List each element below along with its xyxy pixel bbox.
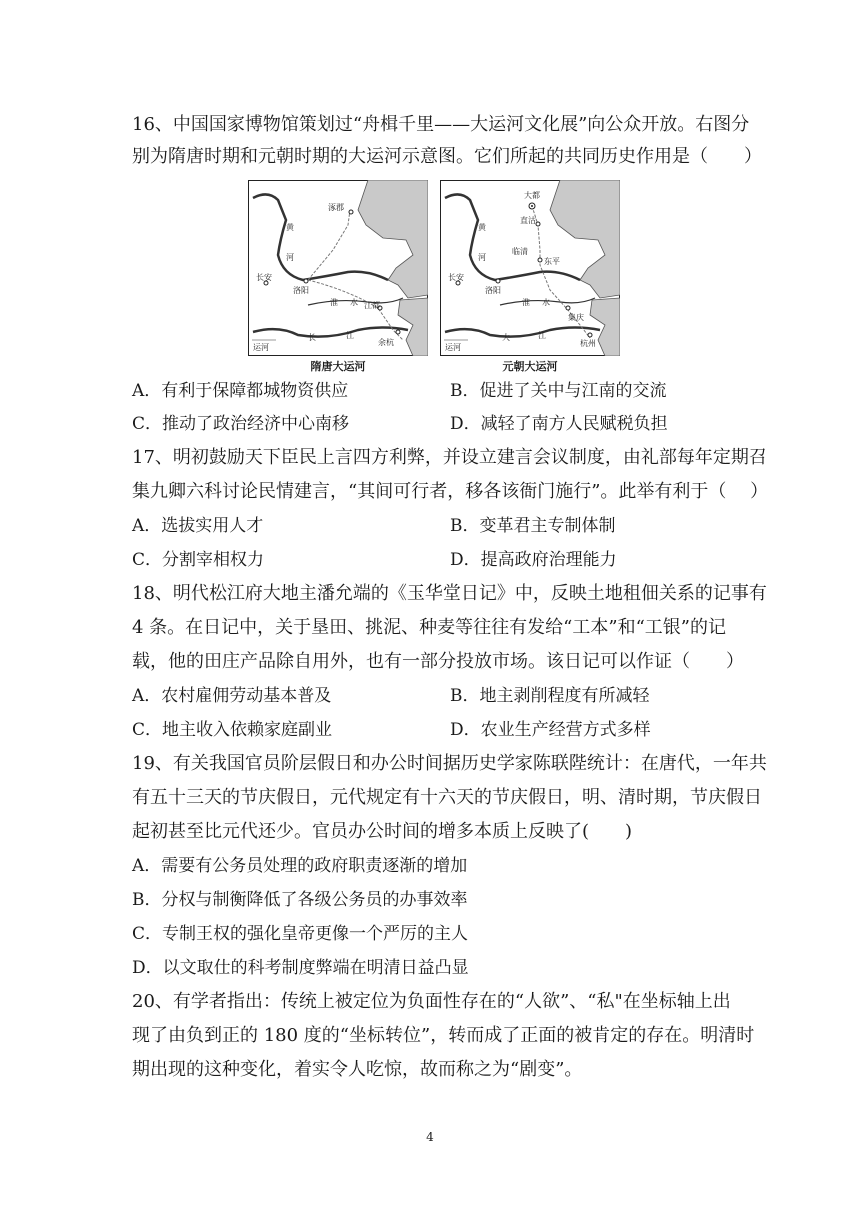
label-shui-r: 水 — [542, 298, 550, 307]
q16-line2: 别为隋唐时期和元朝时期的大运河示意图。它们所起的共同历史作用是（ ） — [132, 146, 762, 167]
label-huai: 淮 — [330, 298, 338, 307]
q16-option-b: B．促进了关中与江南的交流 — [450, 381, 667, 401]
q18-option-a: A．农村雇佣劳动基本普及 — [132, 686, 332, 706]
label-da: 大 — [502, 333, 510, 342]
label-luoyang-r: 洛阳 — [485, 286, 501, 295]
label-jiang: 江 — [346, 331, 354, 340]
q20-line1: 20、有学者指出：传统上被定位为负面性存在的“人欲”、“私"在坐标轴上出 — [132, 991, 731, 1012]
q19-line2: 有五十三天的节庆假日，元代规定有十六天的节庆假日，明、清时期，节庆假日 — [132, 787, 762, 808]
label-he-r: 河 — [478, 253, 486, 262]
q17-option-a: A．选拔实用人才 — [132, 516, 264, 536]
label-chang: 长 — [308, 333, 316, 342]
label-jiqing: 集庆 — [568, 313, 584, 322]
map-caption-yuan: 元朝大运河 — [502, 360, 558, 373]
q18-line1: 18、明代松江府大地主潘允端的《玉华堂日记》中，反映土地租佃关系的记事有 — [132, 583, 767, 604]
label-changan-r: 长安 — [448, 273, 464, 282]
q18-option-b: B．地主剥削程度有所减轻 — [450, 686, 650, 706]
label-changan: 长安 — [256, 273, 272, 282]
legend-canal: 运河 — [253, 343, 269, 352]
q19-option-d: D．以文取仕的科考制度弊端在明清日益凸显 — [132, 958, 469, 978]
q19-option-b: B．分权与制衡降低了各级公务员的办事效率 — [132, 890, 468, 910]
yuan-map-graphic — [440, 180, 620, 356]
label-hangzhou: 杭州 — [580, 339, 596, 348]
yuan-canal-map — [440, 180, 620, 376]
q16-option-c: C．推动了政治经济中心南移 — [132, 414, 350, 434]
page-number: 4 — [426, 1130, 434, 1144]
sui-tang-map-graphic — [248, 180, 428, 356]
label-huang: 黄 — [286, 223, 294, 232]
q19-line1: 19、有关我国官员阶层假日和办公时间据历史学家陈联陛统计：在唐代，一年共 — [132, 753, 767, 774]
sui-tang-canal-map — [248, 180, 428, 376]
label-huai-r: 淮 — [522, 298, 530, 307]
label-jiang-r: 江 — [538, 331, 546, 340]
q18-option-c: C．地主收入依赖家庭副业 — [132, 720, 333, 740]
label-jiangdu: 江都 — [364, 301, 380, 310]
q19-option-a: A．需要有公务员处理的政府职责逐渐的增加 — [132, 856, 468, 876]
label-yuhang: 余杭 — [378, 338, 394, 347]
q16-option-d: D．减轻了南方人民赋税负担 — [450, 414, 668, 434]
label-zhuojun: 涿郡 — [328, 203, 344, 212]
label-he: 河 — [286, 253, 294, 262]
label-linqing: 临清 — [512, 247, 528, 256]
label-zhigu: 直沽 — [520, 216, 536, 225]
q18-line3: 载，他的田庄产品除自用外，也有一部分投放市场。该日记可以作证（ ） — [132, 651, 744, 672]
q20-line3: 期出现的这种变化，着实令人吃惊，故而称之为“剧变”。 — [132, 1059, 583, 1080]
legend-canal-r: 运河 — [445, 343, 461, 352]
q17-line1: 17、明初鼓励天下臣民上言四方利弊，并设立建言会议制度，由礼部每年定期召 — [132, 447, 767, 468]
q17-option-c: C．分割宰相权力 — [132, 550, 265, 570]
q18-option-d: D．农业生产经营方式多样 — [450, 720, 651, 740]
map-caption-sui-tang: 隋唐大运河 — [310, 360, 366, 373]
label-dadu: 大都 — [524, 191, 540, 200]
q17-line2: 集九卿六科讨论民情建言，“其间可行者，移各该衙门施行”。此举有利于（ ） — [132, 481, 769, 502]
label-huang-r: 黄 — [478, 223, 486, 232]
label-shui: 水 — [350, 298, 358, 307]
canal-maps — [248, 180, 620, 376]
q17-option-d: D．提高政府治理能力 — [450, 550, 617, 570]
label-dongping: 东平 — [544, 257, 560, 266]
q19-line3: 起初甚至比元代还少。官员办公时间的增多本质上反映了( ) — [132, 821, 633, 842]
q19-option-c: C．专制王权的强化皇帝更像一个严厉的主人 — [132, 924, 469, 944]
q16-option-a: A．有利于保障都城物资供应 — [132, 381, 349, 401]
label-luoyang: 洛阳 — [293, 286, 309, 295]
q17-option-b: B．变革君主专制体制 — [450, 516, 616, 536]
q18-line2: 4 条。在日记中，关于垦田、挑泥、种麦等往往有发给“工本”和“工银”的记 — [132, 617, 726, 638]
q16-line1: 16、中国国家博物馆策划过“舟楫千里——大运河文化展”向公众开放。右图分 — [132, 114, 750, 135]
q20-line2: 现了由负到正的 180 度的“坐标转位”，转而成了正面的被肯定的存在。明清时 — [132, 1025, 755, 1046]
